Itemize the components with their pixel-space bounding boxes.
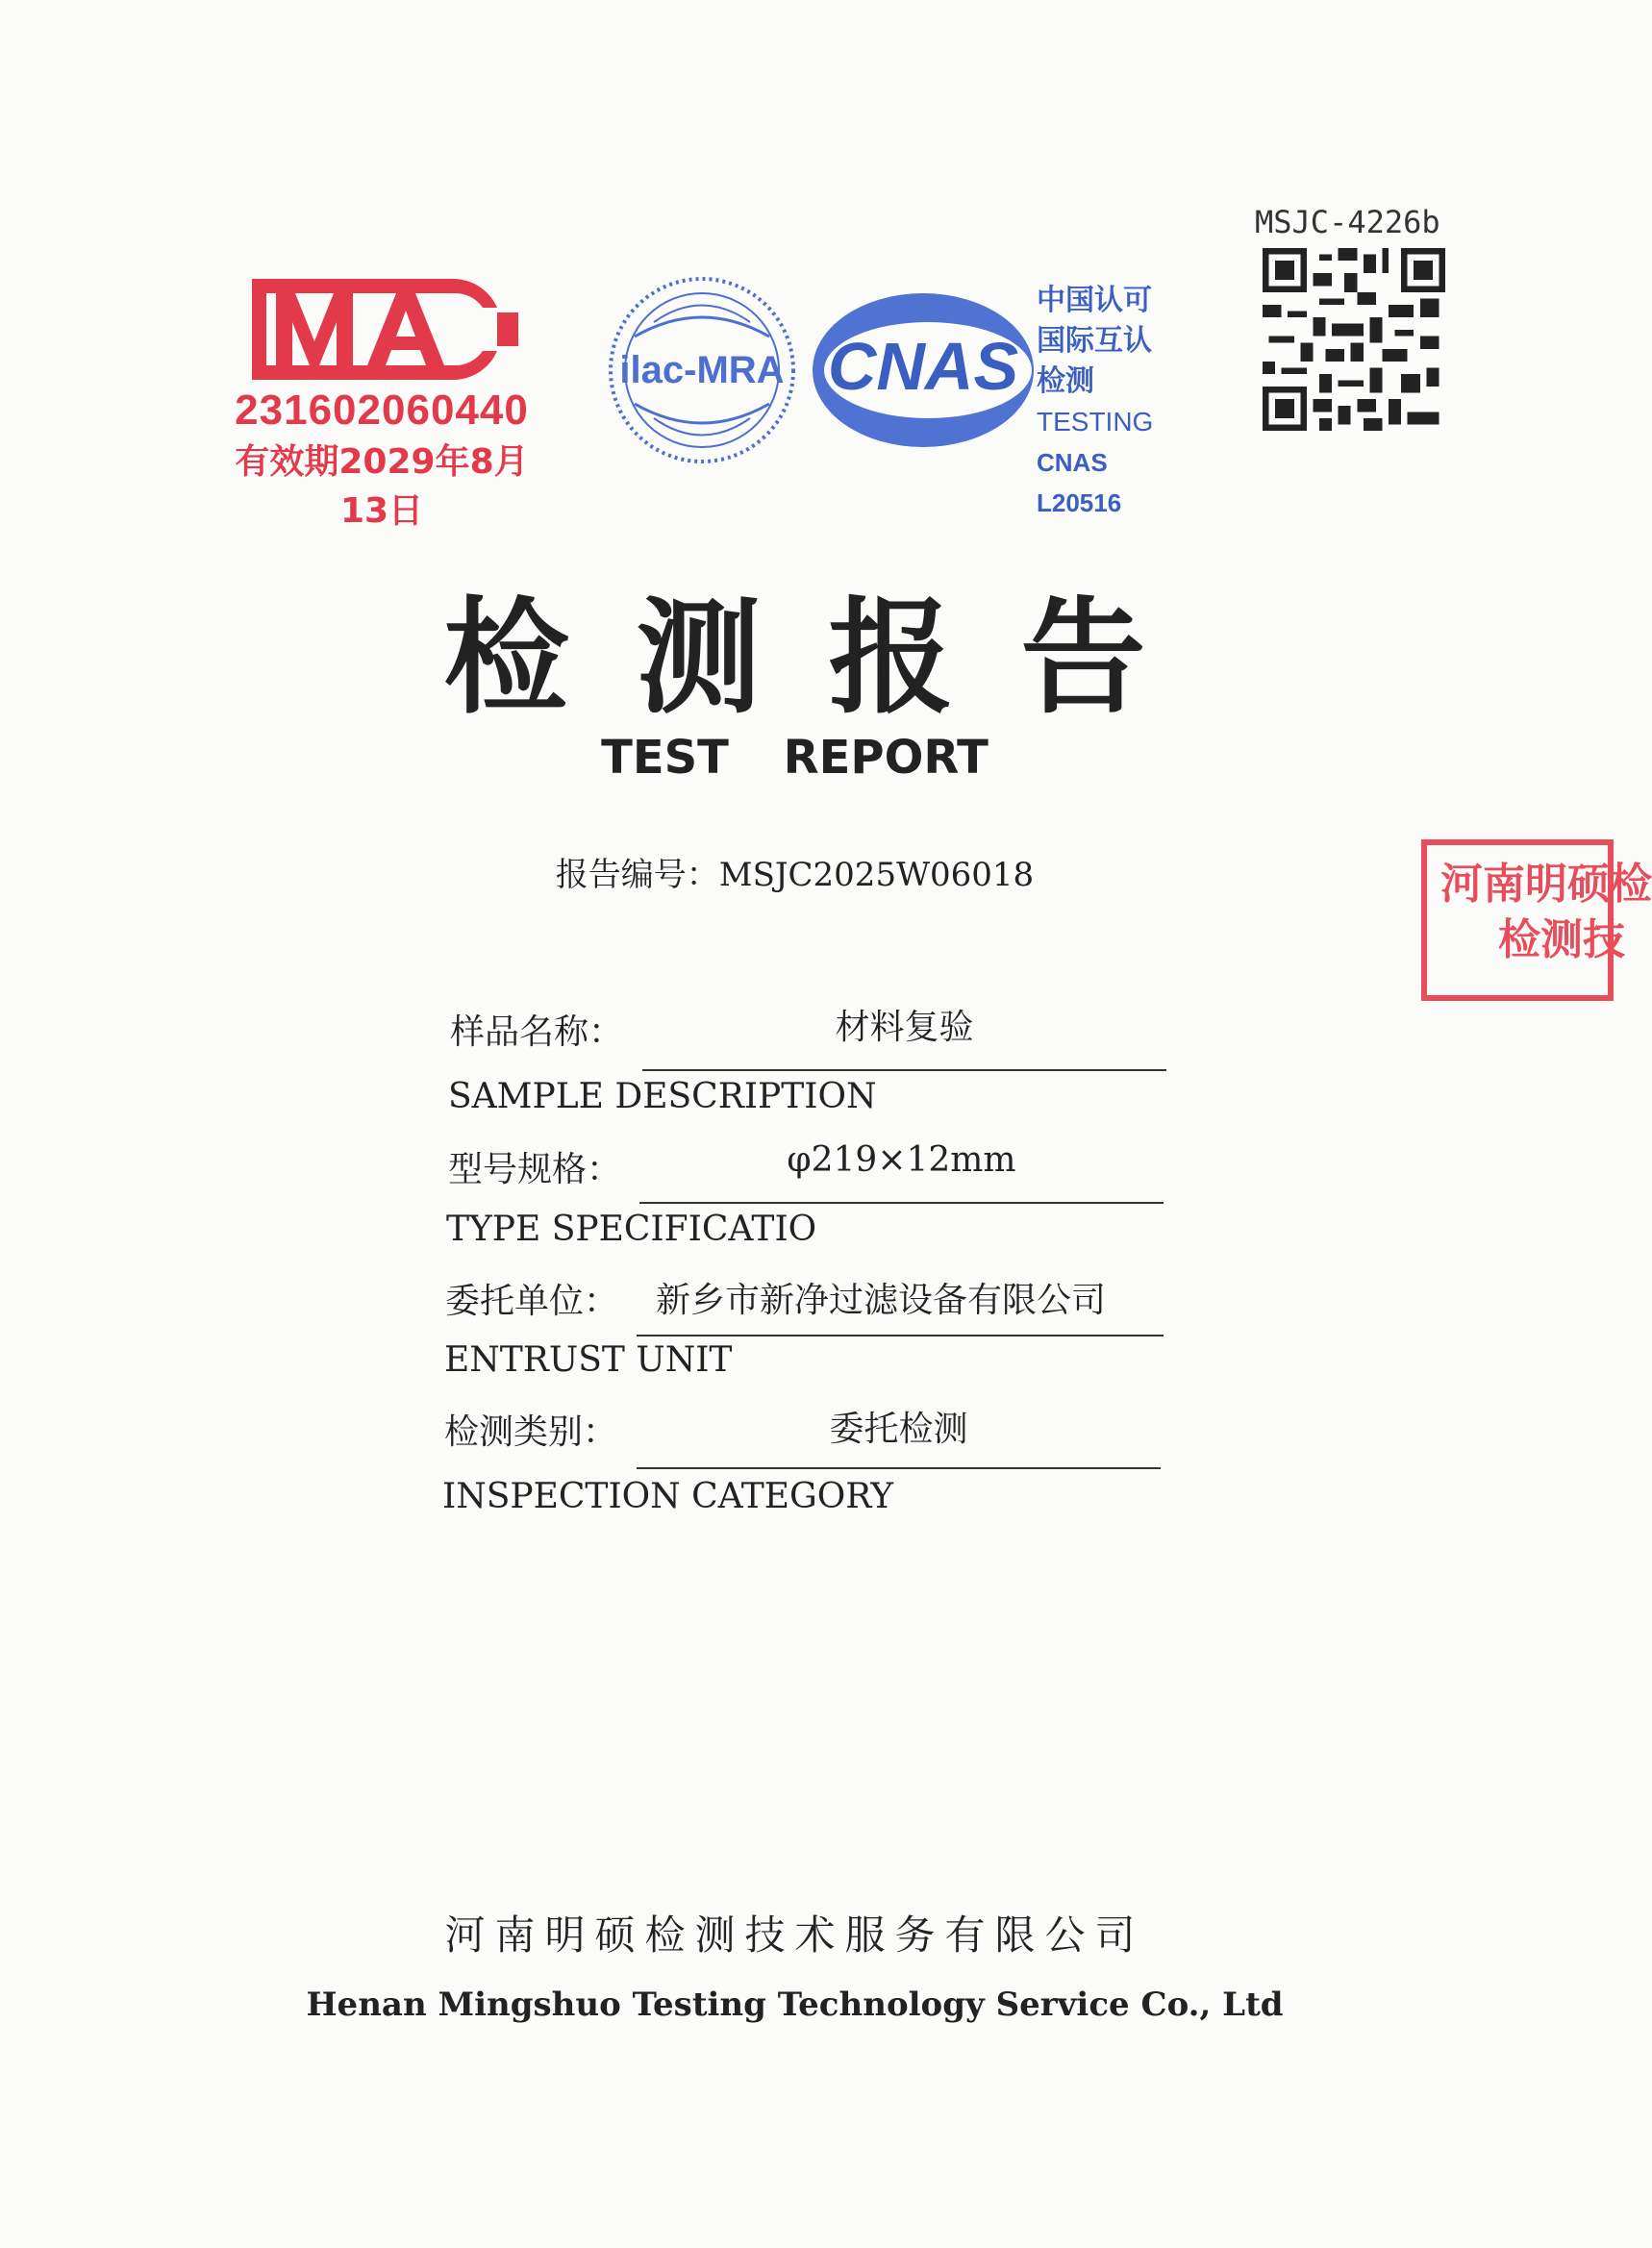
cnas-line-3: 检测 [1037, 364, 1094, 398]
report-number: 报告编号：MSJC2025W06018 [555, 856, 1035, 894]
qr-code-label: MSJC-4226b [1255, 204, 1440, 240]
type-spec-label: 型号规格： [448, 1150, 622, 1189]
inspection-category-label: 检测类别： [444, 1412, 618, 1452]
type-specification-label: TYPE SPECIFICATIO [446, 1210, 817, 1249]
sample-name-value: 材料复验 [835, 1008, 974, 1047]
stamp-line-2: 检测技 [1498, 915, 1625, 964]
entrust-unit-value: 新乡市新净过滤设备有限公司 [656, 1281, 1107, 1320]
stamp-line-1: 河南明硕检 [1440, 860, 1652, 909]
sample-name-label: 样品名称： [450, 1012, 624, 1052]
ma-validity-date: 有效期2029年8月13日 [235, 442, 529, 531]
cnas-logo-text: CNAS [827, 329, 1019, 404]
cnas-line-4: TESTING [1037, 407, 1154, 437]
cnas-accreditation-text [1037, 281, 1181, 523]
type-spec-underline [639, 1202, 1164, 1204]
inspection-category-underline [637, 1467, 1161, 1469]
ma-certificate-number: 231602060440 [235, 387, 529, 434]
entrust-unit-en-label: ENTRUST UNIT [444, 1340, 733, 1380]
ilac-mra-logo [601, 269, 803, 471]
qr-code-icon[interactable] [1263, 248, 1445, 431]
entrust-unit-label: 委托单位： [445, 1282, 619, 1321]
cnas-line-2: 国际互认 [1037, 324, 1152, 358]
company-name-en: Henan Mingshuo Testing Technology Service Co., Ltd [306, 1986, 1284, 2024]
report-title-cn: 检测报告 [443, 584, 1214, 731]
cnas-logo [803, 284, 1043, 457]
sample-description-label: SAMPLE DESCRIPTION [448, 1077, 877, 1116]
inspection-category-value: 委托检测 [829, 1410, 968, 1449]
red-company-stamp [1421, 839, 1652, 1001]
type-spec-value: φ219×12mm [787, 1140, 1016, 1180]
inspection-category-en-label: INSPECTION CATEGORY [442, 1477, 894, 1516]
company-name-cn: 河南明硕检测技术服务有限公司 [444, 1911, 1145, 1959]
cnas-line-5: CNAS L20516 [1037, 448, 1122, 517]
report-title-en: TEST REPORT [601, 731, 989, 785]
sample-name-underline [642, 1069, 1166, 1071]
ilac-text: ilac-MRA [619, 349, 785, 391]
entrust-unit-underline [637, 1335, 1164, 1336]
cnas-line-1: 中国认可 [1037, 284, 1152, 317]
